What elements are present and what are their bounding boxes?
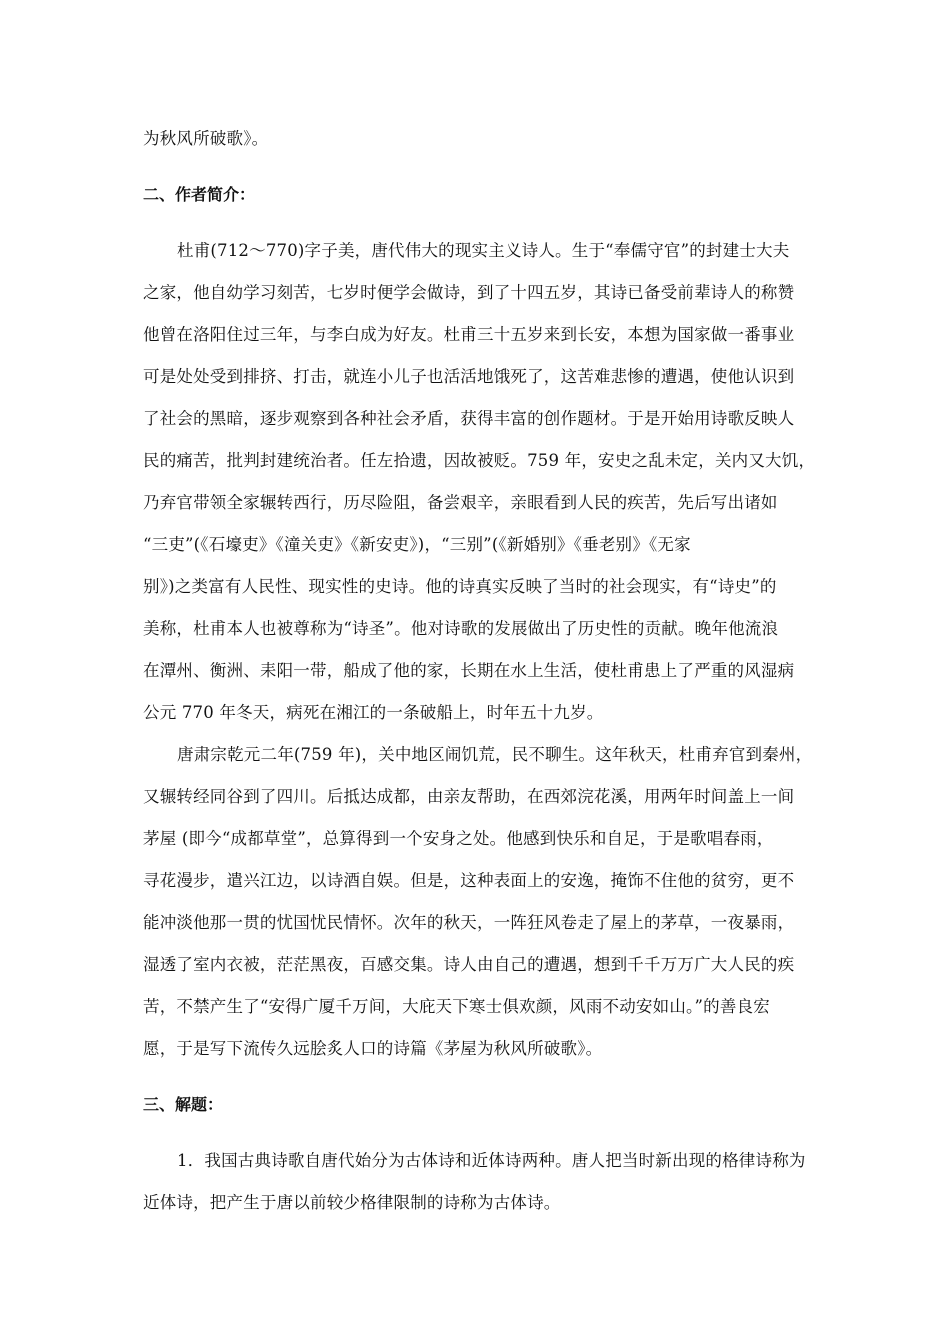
paragraph-line: 了社会的黑暗，逐步观察到各种社会矛盾，获得丰富的创作题材。于是开始用诗歌反映人 [143, 409, 795, 428]
paragraph-line: 又辗转经同谷到了四川。后抵达成都，由亲友帮助，在西郊浣花溪，用两年时间盖上一间 [143, 787, 795, 806]
paragraph-line: 愿，于是写下流传久远脍炙人口的诗篇《茅屋为秋风所破歌》。 [143, 1039, 603, 1058]
paragraph-line: 可是处处受到排挤、打击，就连小儿子也活活地饿死了，这苦难悲惨的遭遇，使他认识到 [143, 367, 795, 386]
paragraph-line: 美称，杜甫本人也被尊称为“诗圣”。他对诗歌的发展做出了历史性的贡献。晚年他流浪 [143, 619, 779, 638]
section-heading-explanation: 三、解题： [143, 1095, 224, 1114]
paragraph-line: 乃弃官带领全家辗转西行，历尽险阻，备尝艰辛，亲眼看到人民的疾苦，先后写出诸如 [143, 493, 778, 512]
paragraph-line: 近体诗，把产生于唐以前较少格律限制的诗称为古体诗。 [143, 1193, 561, 1212]
paragraph-line: 能冲淡他那一贯的忧国忧民情怀。次年的秋天，一阵狂风卷走了屋上的茅草，一夜暴雨， [143, 913, 795, 932]
paragraph-line: 唐肃宗乾元二年(759 年)，关中地区闹饥荒，民不聊生。这年秋天，杜甫弃官到秦州， [177, 745, 813, 764]
paragraph-line: “三吏”(《石壕吏》《潼关吏》《新安吏》)，“三别”(《新婚别》《垂老别》《无家 [143, 535, 691, 554]
paragraph-line: 湿透了室内衣被，茫茫黑夜，百感交集。诗人由自己的遭遇，想到千千万万广大人民的疾 [143, 955, 795, 974]
paragraph-line: 他曾在洛阳住过三年，与李白成为好友。杜甫三十五岁来到长安，本想为国家做一番事业 [143, 325, 795, 344]
paragraph-line: 1．我国古典诗歌自唐代始分为古体诗和近体诗两种。唐人把当时新出现的格律诗称为 [177, 1151, 806, 1170]
paragraph-line: 在潭州、衡洲、耒阳一带，船成了他的家，长期在水上生活，使杜甫患上了严重的风湿病 [143, 661, 795, 680]
top-fragment-text: 为秋风所破歌》。 [143, 129, 269, 148]
paragraph-line: 苦，不禁产生了“安得广厦千万间，大庇天下寒士俱欢颜，风雨不动安如山。”的善良宏 [143, 997, 770, 1016]
section-heading-author: 二、作者简介： [143, 185, 256, 204]
paragraph-line: 寻花漫步，遣兴江边，以诗酒自娱。但是，这种表面上的安逸，掩饰不住他的贫穷，更不 [143, 871, 795, 890]
paragraph-line: 公元 770 年冬天，病死在湘江的一条破船上，时年五十九岁。 [143, 703, 604, 722]
paragraph-line: 别》)之类富有人民性、现实性的史诗。他的诗真实反映了当时的社会现实，有“诗史”的 [143, 577, 777, 596]
paragraph-line: 之家，他自幼学习刻苦，七岁时便学会做诗，到了十四五岁，其诗已备受前辈诗人的称赞 [143, 283, 795, 302]
paragraph-line: 民的痛苦，批判封建统治者。任左拾遗，因故被贬。759 年，安史之乱未定，关内又大饥， [143, 451, 816, 470]
paragraph-line: 杜甫(712～770)字子美，唐代伟大的现实主义诗人。生于“奉儒守官”的封建士大夫 [177, 241, 790, 260]
paragraph-line: 茅屋 (即今“成都草堂”，总算得到一个安身之处。他感到快乐和自足，于是歌唱春雨， [143, 829, 774, 848]
